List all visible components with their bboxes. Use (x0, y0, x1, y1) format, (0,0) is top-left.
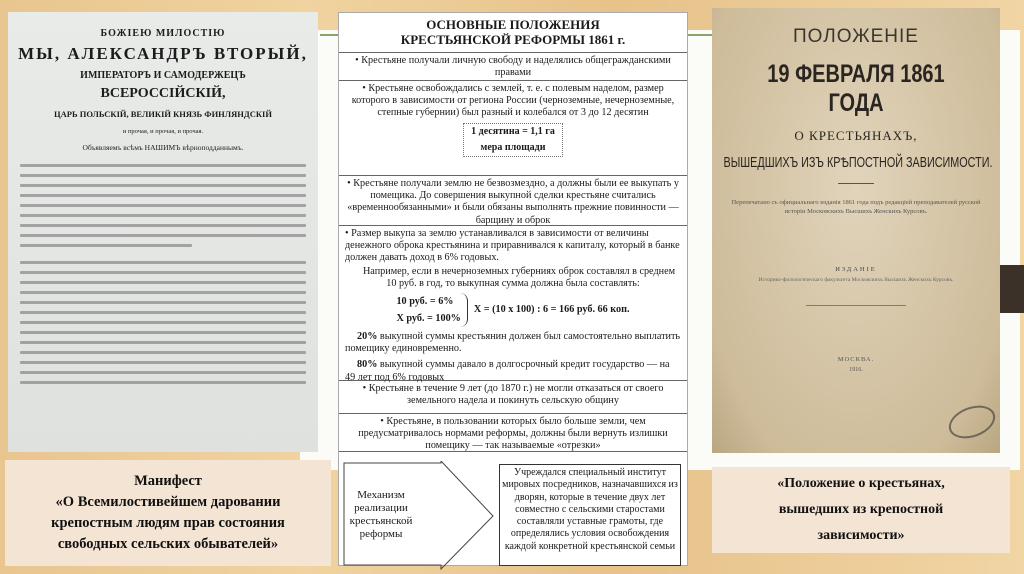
doc-city: МОСКВА. (837, 356, 875, 364)
regulation-document-image (712, 8, 1000, 453)
doc-subtitle: О КРЕСТЬЯНАХЪ, (794, 128, 918, 143)
doc-title: ПОЛОЖЕНІЕ (793, 26, 919, 47)
mechanism-diagram (343, 461, 683, 561)
provision-text: • Размер выкупа за землю устанавливался в зависимости от величины денежного оброка крестьянина и приравнивался к капиталу, который в банке должен давать доход в 6% годовых. (345, 228, 680, 264)
mechanism-label: Механизм реализации крестьянской реформы (349, 489, 413, 540)
doc-edition: ИЗДАНІЕ (835, 266, 877, 274)
doc-line: ЦАРЬ ПОЛЬСКІЙ, ВЕЛИКІЙ КНЯЗЬ ФИНЛЯНДСКІЙ (54, 109, 272, 119)
doc-note: Перепечатано съ официальнаго изданія 1861 года подъ редакціей преподавателей русской исторіи Московскихъ Высшихъ Женскихъ Курсовъ. (731, 199, 981, 216)
provision-box: • Крестьяне, в пользовании которых было больше земли, чем предусматривалось нормами реформы, должны были вернуть излишки помещику — так называемые «отрезки» (339, 414, 687, 452)
provision-box: • Крестьяне получали личную свободу и наделялись общегражданскими правами (339, 53, 687, 81)
decorative-bar (998, 265, 1024, 313)
measure-label: мера площади (480, 141, 546, 153)
percent: 80% (357, 359, 378, 371)
regulation-caption (712, 467, 1010, 553)
provision-box: • Крестьяне получали землю не безвозмездно, а должны были ее выкупать у помещика. До совершения выкупной сделки крестьяне считались «временнообязанными» и были обязаны выполнять прежние повинности — барщину и оброк (339, 176, 687, 226)
formula-line: X руб. = 100% (396, 313, 461, 325)
divider (838, 183, 874, 184)
formula (345, 293, 681, 327)
caption-line: крепостным людям прав состояния (51, 515, 285, 531)
manifesto-document-image (8, 12, 318, 452)
manifesto-caption (5, 460, 331, 566)
payment-20 (345, 331, 681, 355)
caption-line: вышедших из крепостной (778, 502, 944, 517)
title-line: ОСНОВНЫЕ ПОЛОЖЕНИЯ (426, 17, 600, 32)
doc-subtitle: ВЫШЕДШИХЪ ИЗЪ КРѢПОСТНОЙ ЗАВИСИМОСТИ. (723, 154, 993, 171)
doc-line: БОЖІЕЮ МИЛОСТІЮ (100, 28, 226, 39)
caption-line: свободных сельских обывателей» (57, 536, 279, 552)
percent: 20% (357, 331, 378, 343)
payment-text: выкупной суммы давало в долгосрочный кредит государство — на 49 лет под 6% годовых (345, 359, 670, 383)
mechanism-text: Учреждался специальный институт мировых посредников, назначавшихся из дворян, которые в течение двух лет совместно с сельскими старостами составляли уставные грамоты, где определялись условия освобождения каждой конкретной крестьянской семьи (499, 464, 681, 566)
caption-line: зависимости» (817, 528, 905, 543)
doc-body-text (20, 164, 306, 384)
reform-summary-table (338, 12, 688, 566)
doc-publisher: Историко-филологическаго факультета Московскихъ Высшихъ Женскихъ Курсовъ. (758, 277, 954, 284)
doc-line: ИМПЕРАТОРЪ И САМОДЕРЖЕЦЪ (80, 70, 246, 81)
provision-text: • Крестьяне освобождались с землей, т. е. с полевым наделом, размер которого в зависимости от региона России (черноземные, нечерноземные, степные губернии) был разный и колебался от 3 до 12 десятин (351, 83, 675, 119)
doc-line: МЫ, АЛЕКСАНДРЪ ВТОРЫЙ, (18, 44, 308, 63)
formula-line: 10 руб. = 6% (396, 296, 454, 308)
provision-box: • Крестьяне в течение 9 лет (до 1870 г.) не могли отказаться от своего земельного надела и покинуть сельскую общину (339, 381, 687, 414)
example-text: Например, если в нечерноземных губерниях оброк составлял в среднем 10 руб. в год, то выкупная сумма должна была составлять: (362, 265, 676, 289)
doc-line: ВСЕРОССІЙСКІЙ, (100, 86, 226, 101)
ornament (806, 305, 906, 306)
measure-value: 1 десятина = 1,1 га (471, 125, 555, 137)
table-title (339, 13, 687, 53)
caption-line: Манифест (134, 473, 202, 489)
doc-date: 19 ФЕВРАЛЯ 1861 ГОДА (767, 60, 945, 117)
measure-note (463, 123, 563, 157)
provision-box (339, 81, 687, 176)
caption-line: «Положение о крестьянах, (777, 476, 945, 491)
provision-box (339, 226, 687, 381)
formula-result: X = (10 x 100) : 6 = 166 руб. 66 коп. (473, 303, 630, 315)
doc-year: 1916. (849, 367, 863, 374)
doc-line: Объявляемъ всѣмъ НАШИМЪ вѣрноподданнымъ. (82, 143, 244, 152)
title-line: КРЕСТЬЯНСКОЙ РЕФОРМЫ 1861 г. (400, 32, 626, 47)
caption-line: «О Всемилостивейшем даровании (55, 494, 281, 510)
doc-line: и прочая, и прочая, и прочая. (122, 128, 204, 135)
payment-text: выкупной суммы крестьянин должен был самостоятельно выплатить помещику единовременно. (345, 331, 681, 355)
library-stamp (944, 400, 999, 445)
